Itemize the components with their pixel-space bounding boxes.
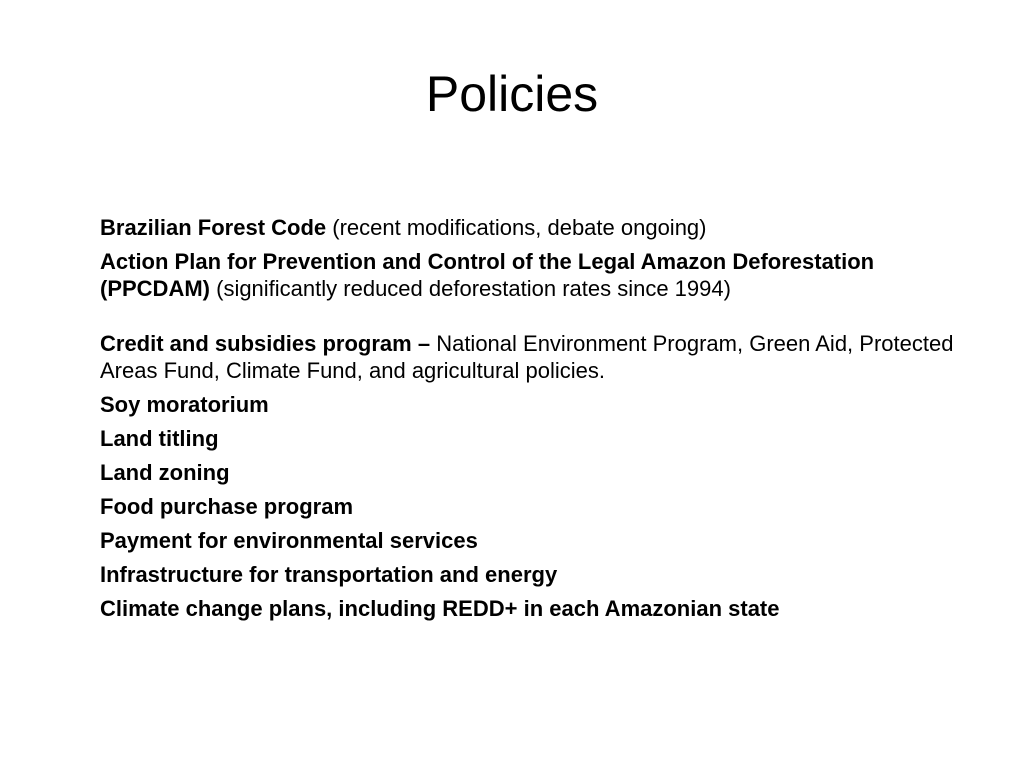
item-bold-text: Brazilian Forest Code [100, 215, 327, 240]
item-bold-text: Credit and subsidies program – [100, 331, 431, 356]
list-item [60, 248, 970, 302]
item-bold-text: Action Plan for Prevention and Control of the Legal Amazon Deforestation (PPCDAM) [100, 249, 875, 301]
list-item [60, 527, 970, 554]
item-bold-text: Land titling [100, 426, 219, 451]
item-bold-text: Infrastructure for transportation and energy [100, 562, 558, 587]
list-item [60, 459, 970, 486]
item-text: National Environment Program, Green Aid, Protected Areas Fund, Climate Fund, and agricultural policies. [100, 331, 954, 383]
item-bold-text: Food purchase program [100, 494, 354, 519]
list-item [60, 391, 970, 418]
item-bold-text: Land zoning [100, 460, 230, 485]
list-item [60, 425, 970, 452]
list-item [60, 561, 970, 588]
list-item [60, 330, 970, 384]
slide-title: Policies [425, 66, 599, 122]
item-bold-text: Payment for environmental services [100, 528, 478, 553]
list-item [60, 214, 970, 241]
item-text: (significantly reduced deforestation rates since 1994) [210, 276, 731, 301]
item-text: (recent modifications, debate ongoing) [326, 215, 707, 240]
bullet-list [60, 214, 970, 629]
item-bold-text: Soy moratorium [100, 392, 269, 417]
item-bold-text: Climate change plans, including REDD+ in each Amazonian state [100, 596, 780, 621]
list-item [60, 493, 970, 520]
list-item [60, 595, 970, 622]
